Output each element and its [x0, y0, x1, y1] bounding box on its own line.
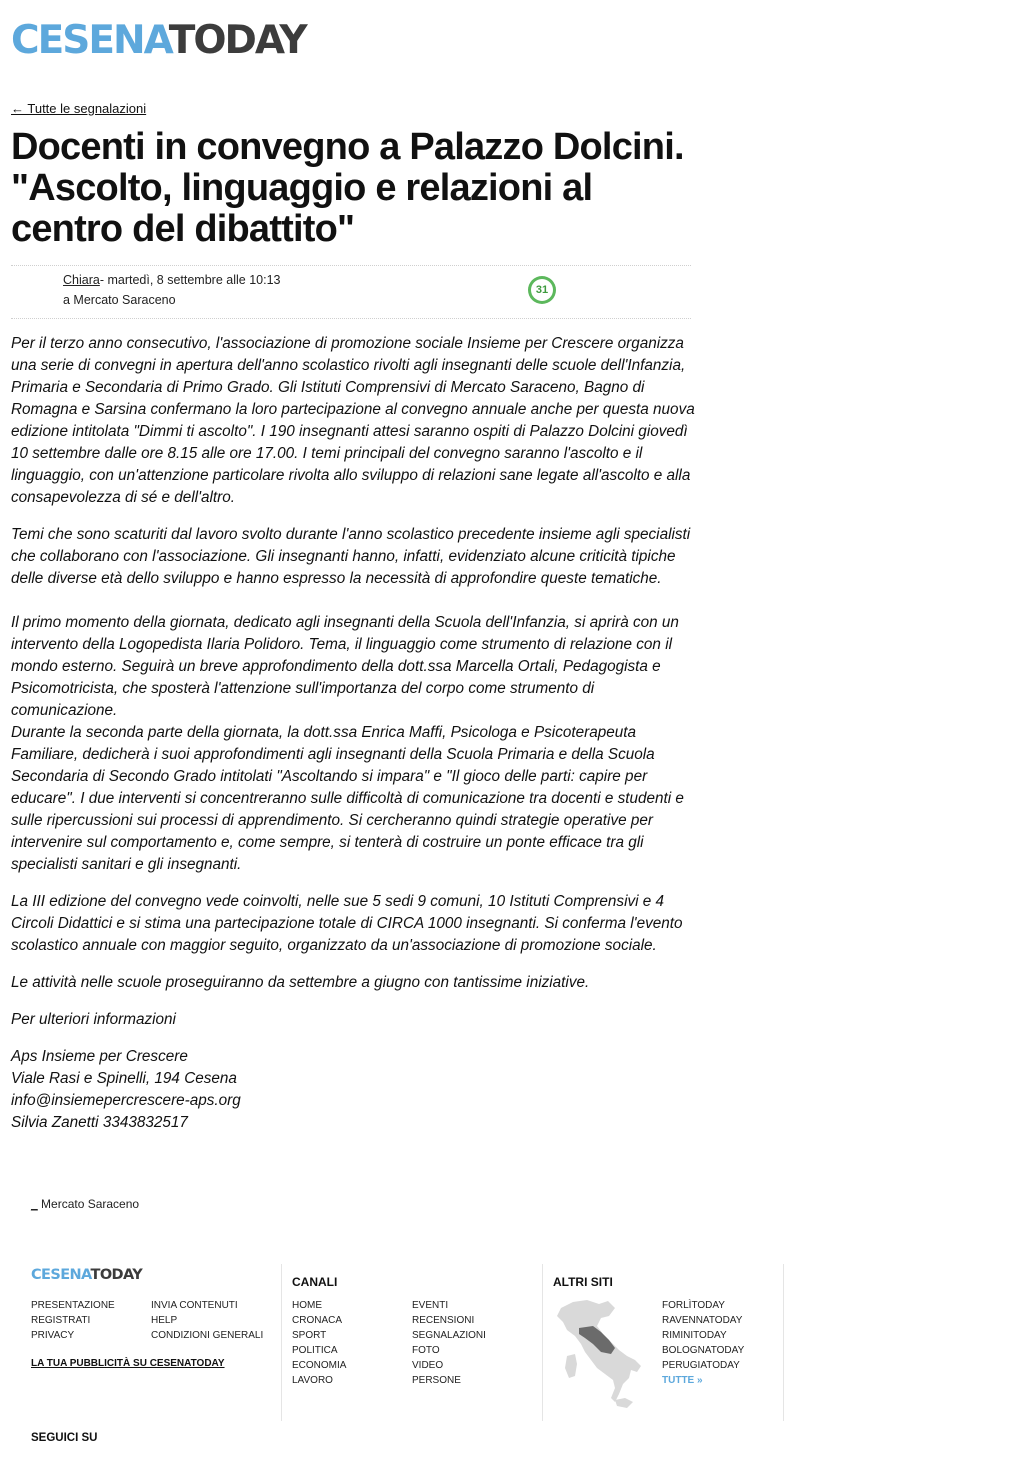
location-tag[interactable] [31, 1197, 139, 1211]
paragraph-5: Le attività nelle scuole proseguiranno da settembre a giugno con tantissime iniziative. [11, 974, 590, 991]
channel-link[interactable]: SPORT [292, 1330, 327, 1341]
footer-link[interactable]: PRIVACY [31, 1330, 75, 1341]
footer-link[interactable]: PRESENTAZIONE [31, 1300, 115, 1311]
site-link[interactable]: RAVENNATODAY [662, 1315, 743, 1326]
paragraph-4: La III edizione del convegno vede coinvolti, nelle sue 5 sedi 9 comuni, 10 Istituti Comprensivi e 4 Circoli Didattici e si stima una partecipazione totale di CIRCA 1000 insegnanti. Si conferma l'evento scolastico annuale con maggior seguito, organizzato da un'associazione di promozione sociale. [11, 893, 683, 954]
footer-link[interactable]: HELP [151, 1315, 178, 1326]
logo-part-1: CESENA [11, 18, 169, 63]
publish-date: - martedì, 8 settembre alle 10:13 [99, 273, 281, 287]
footer-logo-part-1: CESENA [31, 1267, 91, 1283]
site-logo[interactable] [11, 18, 306, 64]
footer-link[interactable]: REGISTRATI [31, 1315, 91, 1326]
tag-dash: _ [31, 1197, 38, 1211]
footer-logo-part-2: TODAY [90, 1267, 143, 1283]
follow-us-heading: SEGUICI SU [31, 1432, 98, 1444]
site-link[interactable]: BOLOGNATODAY [662, 1345, 745, 1356]
channel-link[interactable]: POLITICA [292, 1345, 338, 1356]
footer-link[interactable]: CONDIZIONI GENERALI [151, 1330, 264, 1341]
channel-link[interactable]: VIDEO [412, 1360, 444, 1371]
footer-link[interactable]: INVIA CONTENUTI [151, 1300, 238, 1311]
footer-links-b [151, 1298, 263, 1343]
altri-siti-heading: ALTRI SITI [553, 1275, 613, 1289]
back-to-reports-link[interactable]: ← Tutte le segnalazioni [11, 101, 147, 116]
author-link[interactable]: Chiara [63, 273, 100, 287]
paragraph-6: Per ulteriori informazioni [11, 1011, 176, 1028]
channel-link[interactable]: RECENSIONI [412, 1315, 475, 1326]
channel-link[interactable]: SEGNALAZIONI [412, 1330, 486, 1341]
paragraph-3: Il primo momento della giornata, dedicato agli insegnanti della Scuola dell'Infanzia, si aprirà con un intervento della Logopedista Ilaria Polidoro. Tema, il linguaggio come strumento di relazione con il mondo esterno. Seguirà un breve approfondimento della dott.ssa Marcella Ortali, Pedagogista e Psicomotricista, che sposterà l'attenzione sull'importanza del corpo come strumento di comunicazione. Durante la seconda parte della giornata, la dott.ssa Enrica Maffi, Psicologa e Psicoterapeuta Familiare, dedicherà i suoi approfondimenti agli insegnanti della Scuola Primaria e della Scuola Secondaria di Secondo Grado intitolati "Ascoltando si impara" e "Il gioco delle parti: capire per educare". I due interventi si concentreranno sulle difficoltà di comunicazione tra docenti e studenti e sulle ripercussioni sui processi di apprendimento. Si cercheranno quindi strategie operative per intervenire sul comportamento e, come sempre, si tenterà di costruire un ponte efficace tra gli specialisti sanitari e gli insegnanti. [11, 614, 684, 873]
site-link[interactable]: FORLÌTODAY [662, 1300, 725, 1311]
footer-logo[interactable] [31, 1267, 142, 1283]
advertising-link[interactable]: LA TUA PUBBLICITÀ SU CESENATODAY [31, 1358, 225, 1369]
other-sites-list [662, 1298, 744, 1388]
channel-link[interactable]: PERSONE [412, 1375, 461, 1386]
author-date-line [63, 273, 280, 287]
channel-link[interactable]: EVENTI [412, 1300, 449, 1311]
page-title: Docenti in convegno a Palazzo Dolcini. "Ascolto, linguaggio e relazioni al centro del dibattito" [11, 126, 684, 250]
counter-value: 31 [531, 279, 553, 301]
canali-list-a [292, 1298, 346, 1388]
footer-divider [783, 1264, 784, 1421]
italy-map-icon [553, 1298, 653, 1410]
channel-link[interactable]: ECONOMIA [292, 1360, 347, 1371]
footer-divider [542, 1264, 543, 1421]
paragraph-1: Per il terzo anno consecutivo, l'associazione di promozione sociale Insieme per Crescere organizza una serie di convegni in apertura dell'anno scolastico rivolti agli insegnanti delle scuole dell'Infanzia, Primaria e Secondaria di Primo Grado. Gli Istituti Comprensivi di Mercato Saraceno, Bagno di Romagna e Sarsina confermano la loro partecipazione al convegno annuale anche per questa nuova edizione intitolata "Dimmi ti ascolto". I 190 insegnanti attesi saranno ospiti di Palazzo Dolcini giovedì 10 settembre dalle ore 8.15 alle ore 17.00. I temi principali del convegno saranno l'ascolto e il linguaggio, con un'attenzione particolare rivolta allo sviluppo di relazioni sane legate all'ascolto e alla consapevolezza di sé e dell'altro. [11, 335, 695, 506]
article-body [11, 333, 695, 1134]
canali-list-b [412, 1298, 486, 1388]
site-link[interactable]: PERUGIATODAY [662, 1360, 740, 1371]
channel-link[interactable]: CRONACA [292, 1315, 343, 1326]
site-link[interactable]: RIMINITODAY [662, 1330, 727, 1341]
site-footer [0, 1262, 1022, 1464]
logo-part-2: TODAY [168, 18, 306, 63]
paragraph-2: Temi che sono scaturiti dal lavoro svolto durante l'anno scolastico precedente insieme agli specialisti che collaborano con l'associazione. Gli insegnanti hanno, infatti, evidenziato alcune criticità tipiche delle diverse età dello sviluppo e hanno espresso la necessità di approfondire queste tematiche. [11, 526, 691, 587]
canali-heading: CANALI [292, 1275, 338, 1289]
channel-link[interactable]: LAVORO [292, 1375, 333, 1386]
counter-badge[interactable] [528, 276, 556, 304]
channel-link[interactable]: HOME [292, 1300, 322, 1311]
channel-link[interactable]: FOTO [412, 1345, 440, 1356]
location-line: a Mercato Saraceno [63, 293, 176, 307]
footer-links-a [31, 1298, 115, 1343]
tag-label: Mercato Saraceno [41, 1197, 140, 1211]
contact-block: Aps Insieme per Crescere Viale Rasi e Spinelli, 194 Cesena info@insiemepercrescere-aps.org Silvia Zanetti 3343832517 [11, 1048, 241, 1131]
article-meta [11, 265, 691, 319]
all-sites-link[interactable]: TUTTE » [662, 1375, 703, 1386]
footer-divider [281, 1264, 282, 1421]
